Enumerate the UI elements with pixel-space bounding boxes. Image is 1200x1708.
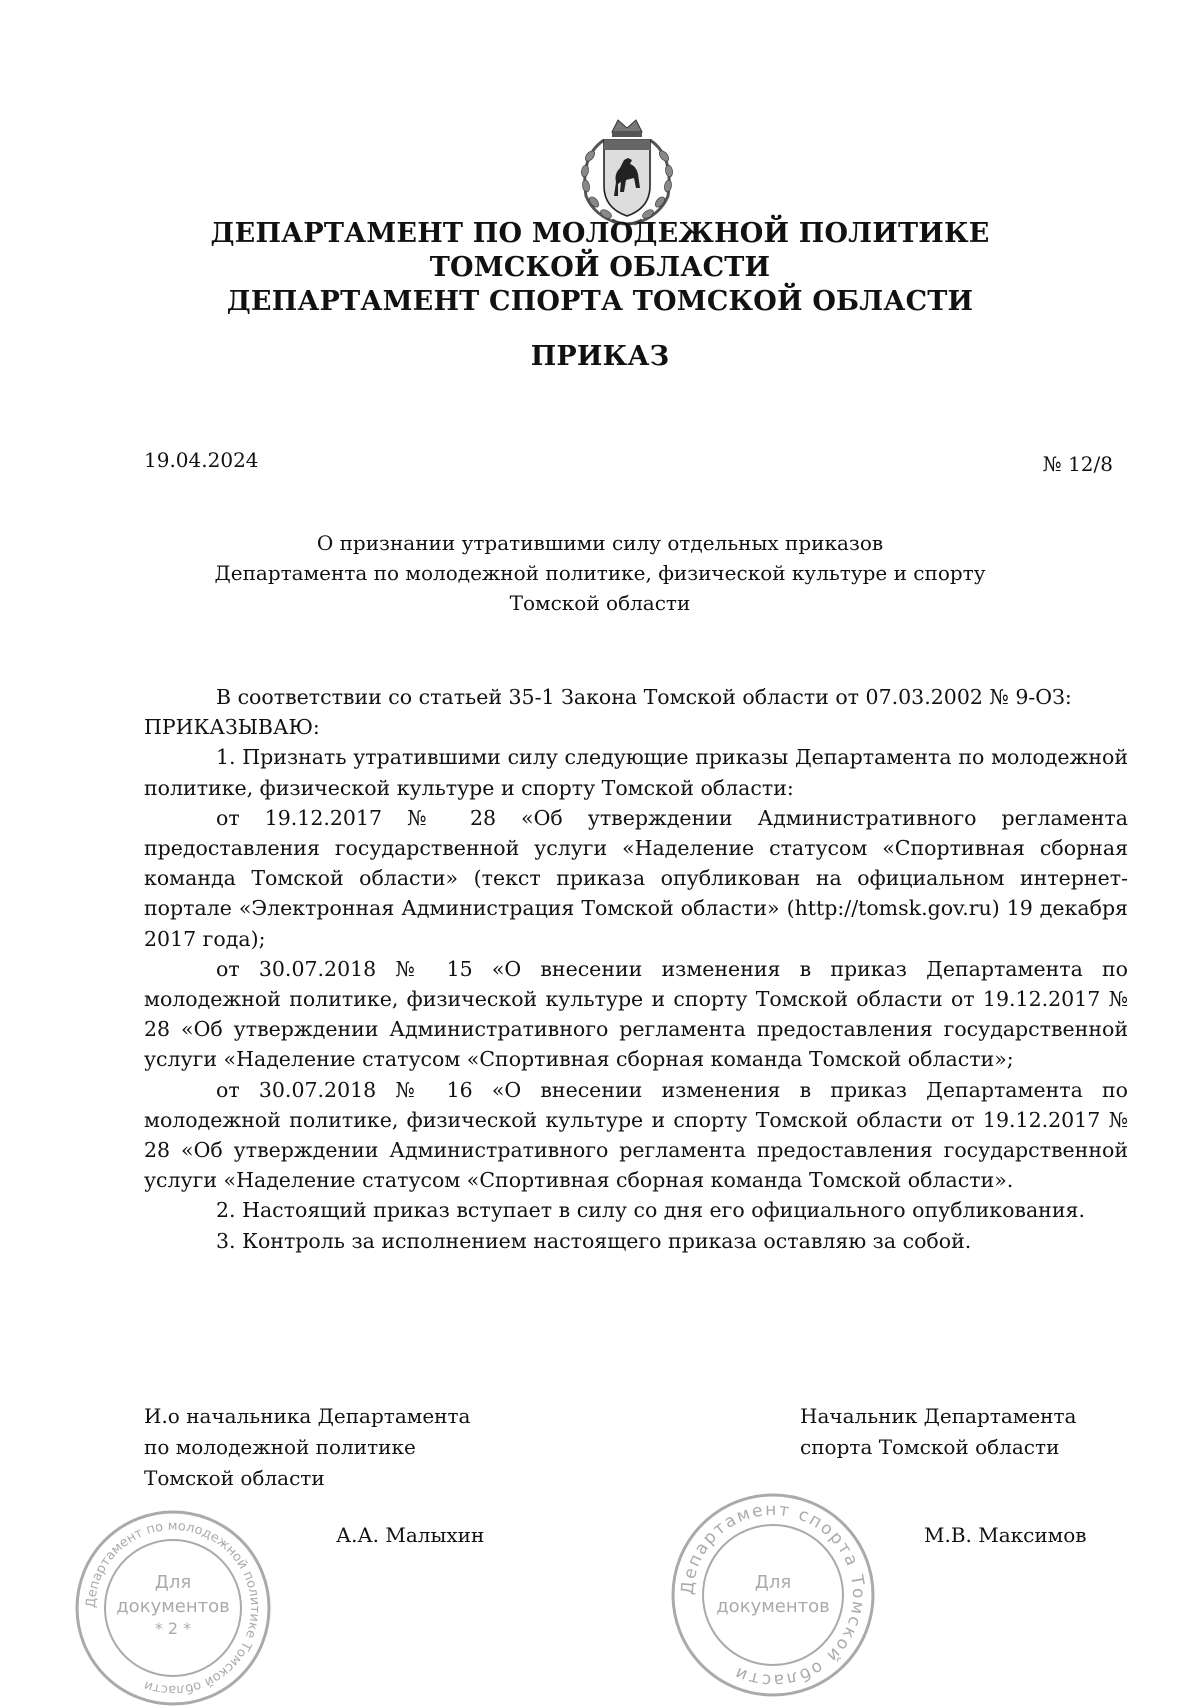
stamp-seal-right [666, 1488, 880, 1702]
order-number: № 12/8 [1042, 452, 1113, 476]
item-3: 3. Контроль за исполнением настоящего приказа оставляю за собой. [216, 1228, 972, 1253]
seal-right-center-1: Для [754, 1572, 792, 1593]
seal-right-center-2: документов [716, 1596, 830, 1617]
order-body [144, 682, 1128, 1256]
signature-block-left [144, 1401, 470, 1494]
signer-left-title-2: по молодежной политике [144, 1435, 416, 1459]
item-1: 1. Признать утратившими силу следующие приказы Департамента по молодежной политике, физической культуре и спорту Томской области: [144, 745, 1128, 800]
seal-right-ring-text: Департамент спорта Томской области [677, 1499, 869, 1691]
seal-left-center-3: * 2 * [154, 1619, 192, 1638]
seal-left-ring-text: Департамент по молодежной политике Томской области [83, 1518, 263, 1698]
subject-line2: Департамента по молодежной политике, физической культуре и спорту [214, 561, 986, 585]
order-subject [0, 528, 1200, 618]
item-2: 2. Настоящий приказ вступает в силу со дня его официального опубликования. [216, 1198, 1085, 1223]
signer-right-title-1: Начальник Департамента [800, 1404, 1077, 1428]
signer-left-title-1: И.о начальника Департамента [144, 1404, 471, 1428]
item-1-sub-2: от 30.07.2018 № 15 «О внесении изменения в приказ Департамента по молодежной политике, физической культуре и спорту Томской области от 19.12.2017 № 28 «Об утверждении Административного регламента предоставления государственной услуги «Наделение статусом «Спортивная сборная команда Томской области»; [144, 956, 1128, 1072]
item-1-sub-1: от 19.12.2017 № 28 «Об утверждении Административного регламента предоставления государственной услуги «Наделение статусом «Спортивная сборная команда Томской области» (текст приказа опубликован на официальном интернет-портале «Электронная Администрация Томской области» (http://tomsk.gov.ru) 19 декабря 2017 года); [144, 805, 1128, 951]
seal-left-center-2: документов [116, 1596, 230, 1617]
department-title-line1: ДЕПАРТАМЕНТ ПО МОЛОДЕЖНОЙ ПОЛИТИКЕ [210, 218, 990, 249]
signature-block-right [800, 1401, 1076, 1463]
item-1-sub-3: от 30.07.2018 № 16 «О внесении изменения в приказ Департамента по молодежной политике, физической культуре и спорту Томской области от 19.12.2017 № 28 «Об утверждении Административного регламента предоставления государственной услуги «Наделение статусом «Спортивная сборная команда Томской области». [144, 1077, 1128, 1193]
intro-paragraph: В соответствии со статьей 35-1 Закона Томской области от 07.03.2002 № 9-ОЗ: [216, 685, 1072, 709]
signer-left-name: А.А. Малыхин [336, 1523, 485, 1547]
order-word: ПРИКАЗЫВАЮ: [144, 715, 320, 740]
seal-left-center-1: Для [154, 1572, 192, 1593]
order-date: 19.04.2024 [144, 448, 259, 472]
department-title-line2: ТОМСКОЙ ОБЛАСТИ [429, 252, 771, 283]
document-type: ПРИКАЗ [530, 341, 670, 372]
stamp-seal-left [58, 1508, 288, 1708]
department-title-line3: ДЕПАРТАМЕНТ СПОРТА ТОМСКОЙ ОБЛАСТИ [226, 286, 974, 317]
coat-of-arms-icon [574, 116, 680, 230]
signer-right-name: М.В. Максимов [924, 1523, 1087, 1547]
signer-left-title-3: Томской области [144, 1466, 325, 1490]
signer-right-title-2: спорта Томской области [800, 1435, 1060, 1459]
subject-line1: О признании утратившими силу отдельных приказов [316, 531, 884, 555]
subject-line3: Томской области [509, 591, 691, 615]
